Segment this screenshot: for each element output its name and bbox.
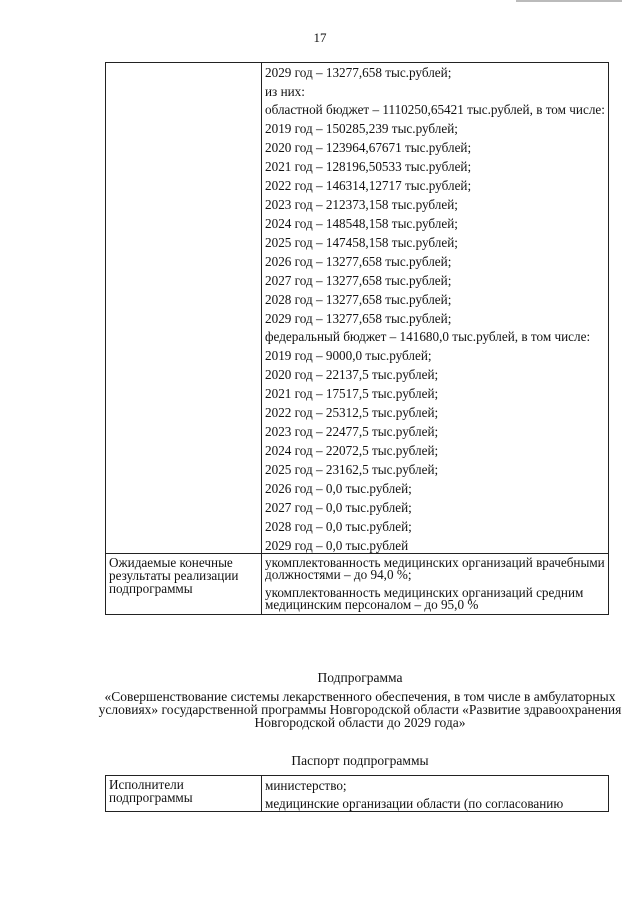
results-values-cell (262, 554, 609, 615)
funding-line: 2029 год – 13277,658 тыс.рублей; (265, 65, 452, 80)
funding-line: 2022 год – 25312,5 тыс.рублей; (265, 405, 439, 420)
table-row-executors (106, 776, 609, 812)
funding-line: 2020 год – 123964,67671 тыс.рублей; (265, 140, 472, 155)
funding-line: 2019 год – 150285,239 тыс.рублей; (265, 121, 458, 136)
funding-line: 2028 год – 13277,658 тыс.рублей; (265, 292, 452, 307)
funding-values-cell (262, 63, 609, 554)
subprogram-description: «Совершенствование системы лекарственного обеспечения, в том числе в амбулаторных условиях» государственной программы Новгородской области «Развитие здравоохранения Новгородской области до 2029 года» (98, 689, 622, 730)
funding-line: 2019 год – 9000,0 тыс.рублей; (265, 348, 432, 363)
executor-line: медицинские организации области (по согласованию (265, 796, 564, 811)
funding-line: 2029 год – 13277,658 тыс.рублей; (265, 311, 452, 326)
funding-line: 2025 год – 147458,158 тыс.рублей; (265, 235, 458, 250)
page-number: 17 (313, 30, 327, 45)
result-line: укомплектованность медицинских организаций врачебными должностями – до 94,0 %; (265, 555, 605, 582)
funding-line: 2021 год – 17517,5 тыс.рублей; (265, 386, 439, 401)
funding-line: федеральный бюджет – 141680,0 тыс.рублей, в том числе: (265, 329, 591, 344)
funding-line: областной бюджет – 1110250,65421 тыс.рублей, в том числе: (265, 102, 605, 117)
funding-line: 2020 год – 22137,5 тыс.рублей; (265, 367, 439, 382)
table-row-funding (106, 63, 609, 554)
funding-line: 2027 год – 0,0 тыс.рублей; (265, 500, 412, 515)
funding-line: 2028 год – 0,0 тыс.рублей; (265, 519, 412, 534)
funding-line: 2021 год – 128196,50533 тыс.рублей; (265, 159, 472, 174)
funding-line: 2024 год – 22072,5 тыс.рублей; (265, 443, 439, 458)
funding-line: 2022 год – 146314,12717 тыс.рублей; (265, 178, 472, 193)
funding-line: 2026 год – 0,0 тыс.рублей; (265, 481, 412, 496)
row-label-results: Ожидаемые конечные результаты реализации подпрограммы (106, 554, 262, 615)
funding-line: 2025 год – 23162,5 тыс.рублей; (265, 462, 439, 477)
funding-line: 2027 год – 13277,658 тыс.рублей; (265, 273, 452, 288)
funding-line: 2026 год – 13277,658 тыс.рублей; (265, 254, 452, 269)
funding-table (105, 62, 609, 615)
funding-line: 2024 год – 148548,158 тыс.рублей; (265, 216, 458, 231)
subprogram-title: Подпрограмма (317, 670, 403, 685)
funding-line: из них: (265, 84, 305, 99)
scan-corner-mark (516, 0, 622, 2)
table-row-results (106, 554, 609, 615)
passport-table (105, 775, 609, 812)
funding-line: 2023 год – 22477,5 тыс.рублей; (265, 424, 439, 439)
executor-line: министерство; (265, 778, 347, 793)
result-line: укомплектованность медицинских организаций средним медицинским персоналом – до 95,0 % (265, 585, 584, 612)
passport-title: Паспорт подпрограммы (291, 753, 429, 768)
funding-line: 2029 год – 0,0 тыс.рублей (265, 538, 409, 553)
funding-line: 2023 год – 212373,158 тыс.рублей; (265, 197, 458, 212)
row-label-executors: Исполнители подпрограммы (106, 776, 262, 812)
row-label-empty (106, 63, 262, 554)
executors-values-cell (262, 776, 609, 812)
